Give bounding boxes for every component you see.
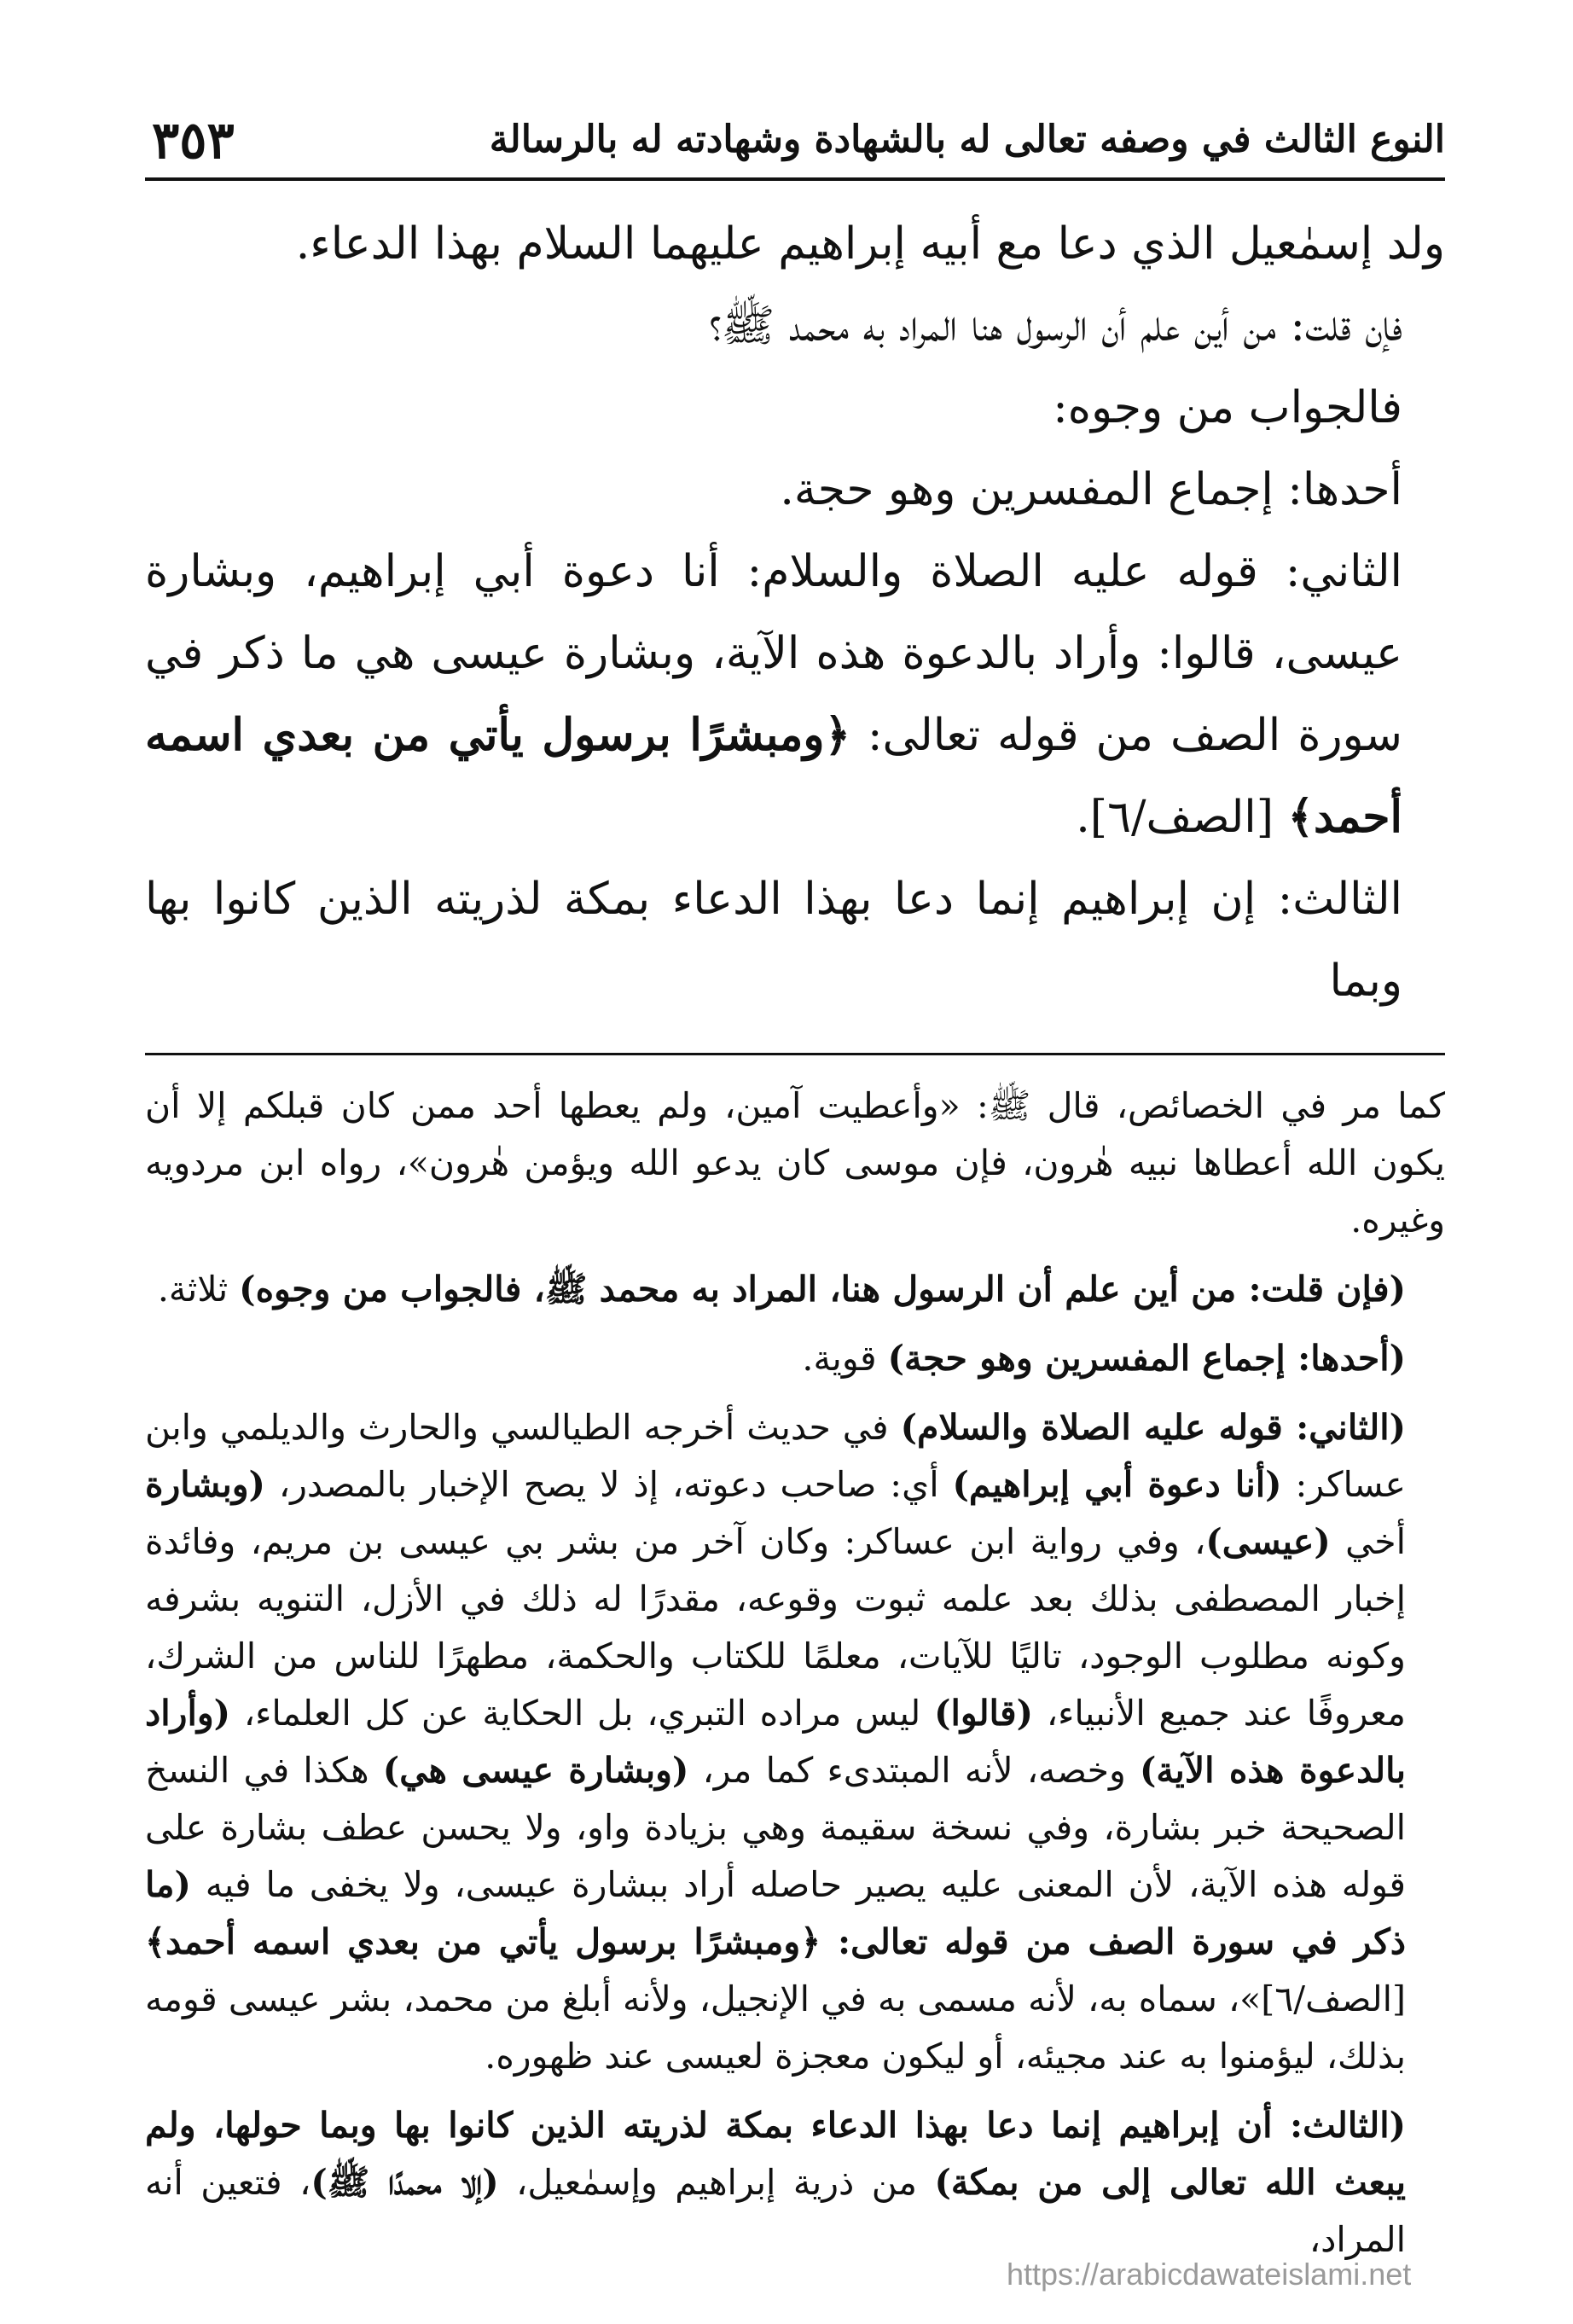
- main-paragraph: [145, 858, 1445, 1022]
- commentary-bold: (عيسى): [1205, 1521, 1331, 1562]
- commentary-bold: (وبشارة: [145, 1464, 265, 1505]
- main-paragraph: [145, 531, 1445, 858]
- commentary-text: ، وفي رواية ابن عساكر: وكان آخر من بشر بي عيسى بن مريم، وفائدة إخبار المصطفى بذلك بعد علمه ثبوت وقوعه، مقدرًا له ذلك في الأزل، التنويه بشرفه وكونه مطلوب الوجود، تاليًا للآيات، معلمًا للكتاب والحكمة، مطهرًا للناس من الشرك، معروفًا عند جميع الأنبياء،: [145, 1521, 1406, 1734]
- running-title: النوع الثالث في وصفه تعالى له بالشهادة وشهادته له بالرسالة: [489, 118, 1445, 161]
- commentary-bold: (وأراد بالدعوة هذه الآية): [145, 1693, 1407, 1791]
- commentary-bold: (الثالث: أن إبراهيم إنما دعا بهذا الدعاء بمكة لذريته الذين كانوا بها وبما حولها، ولم يبعث الله تعالى إلى من بمكة): [145, 2105, 1407, 2203]
- commentary-text: في حديث أخرجه الطيالسي والحارث والديلمي وابن عساكر:: [145, 1407, 1406, 1505]
- main-paragraph: [145, 285, 1445, 367]
- page-header: [145, 111, 1445, 181]
- main-text-line: فإن قلت: من أين علم أن الرسول هنا المراد به محمد ﷺ؟: [709, 300, 1402, 352]
- commentary-text: وخصه، لأنه المبتدىء كما مر،: [688, 1750, 1140, 1791]
- main-text-line: الثالث: إن إبراهيم إنما دعا بهذا الدعاء بمكة لذريته الذين كانوا بها وبما: [145, 874, 1402, 1007]
- commentary-bold: (وبشارة عيسى هي): [382, 1750, 689, 1791]
- page-number: ٣٥٣: [152, 111, 235, 171]
- main-text: [145, 203, 1445, 1022]
- main-text-line: أحدها: إجماع المفسرين وهو حجة.: [780, 464, 1402, 515]
- commentary-text: كما مر في الخصائص، قال ﷺ: «وأعطيت آمين، ولم يعطها أحد ممن كان قبلكم إلا أن يكون الله أعطاها نبيه هٰرون، فإن موسى كان يدعو الله ويؤمن هٰرون»، رواه ابن مردويه وغيره.: [145, 1085, 1445, 1240]
- commentary-paragraph: [145, 1330, 1445, 1387]
- commentary: [145, 1078, 1445, 2269]
- commentary-text: من ذرية إبراهيم وإسمٰعيل،: [498, 2162, 935, 2203]
- main-paragraph: [145, 203, 1445, 285]
- commentary-text: أخي: [1330, 1521, 1406, 1562]
- commentary-text: هكذا في النسخ الصحيحة خبر بشارة، وفي نسخة سقيمة وهي بزيادة واو، ولا يحسن عطف بشارة على قوله هذه الآية، لأن المعنى عليه يصير حاصله أراد ببشارة عيسى، ولا يخفى ما فيه: [145, 1750, 1406, 1905]
- main-paragraph: [145, 449, 1445, 531]
- main-text-line: فالجواب من وجوه:: [1053, 382, 1402, 433]
- commentary-paragraph: [145, 1399, 1445, 2085]
- main-text-line: [الصف/٦].: [1076, 792, 1288, 843]
- commentary-text: قوية.: [802, 1338, 888, 1379]
- commentary-text: ليس مراده التبري، بل الحكاية عن كل العلماء،: [230, 1693, 935, 1734]
- main-text-line: الثاني: قوله عليه الصلاة والسلام: أنا دعوة أبي إبراهيم، وبشارة عيسى، قالوا: وأراد بالدعوة هذه الآية، وبشارة عيسى هي ما ذكر في سورة الصف من قوله تعالى:: [145, 546, 1402, 761]
- commentary-paragraph: [145, 1078, 1445, 1249]
- commentary-bold: (أحدها: إجماع المفسرين وهو حجة): [887, 1338, 1406, 1379]
- commentary-bold: (قالوا): [934, 1693, 1034, 1734]
- quran-quote: ﴿ومبشرًا برسول يأتي من بعدي اسمه أحمد﴾: [145, 709, 1402, 843]
- commentary-text: [الصف/٦]»، سماه به، لأنه مسمى به في الإنجيل، ولأنه أبلغ من محمد، بشر عيسى قومه بذلك، ليؤمنوا به عند مجيئه، أو ليكون معجزة لعيسى عند ظهوره.: [145, 1978, 1406, 2077]
- commentary-paragraph: [145, 1261, 1445, 1318]
- source-watermark: https://arabicdawateislami.net: [1007, 2257, 1412, 2292]
- commentary-text: ثلاثة.: [157, 1269, 240, 1310]
- commentary-bold: (أنا دعوة أبي إبراهيم): [952, 1464, 1282, 1505]
- main-text-line: ولد إسمٰعيل الذي دعا مع أبيه إبراهيم عليهما السلام بهذا الدعاء.: [295, 218, 1445, 270]
- commentary-bold: (الثاني: قوله عليه الصلاة والسلام): [900, 1407, 1406, 1448]
- commentary-bold: (إلا محمدًا ﷺ): [311, 2162, 499, 2203]
- commentary-paragraph: [145, 2097, 1445, 2269]
- footnote-divider: [145, 1053, 1445, 1055]
- commentary-bold: (فإن قلت: من أين علم أن الرسول هنا، المراد به محمد ﷺ، فالجواب من وجوه): [239, 1269, 1406, 1310]
- main-paragraph: [145, 367, 1445, 449]
- commentary-bold: (ما ذكر في سورة الصف من قوله تعالى: ﴿ومبشرًا برسول يأتي من بعدي اسمه أحمد﴾: [145, 1864, 1406, 1962]
- commentary-text: ، فتعين أنه المراد،: [145, 2162, 1406, 2260]
- commentary-text: أي: صاحب دعوته، إذ لا يصح الإخبار بالمصدر،: [264, 1464, 953, 1505]
